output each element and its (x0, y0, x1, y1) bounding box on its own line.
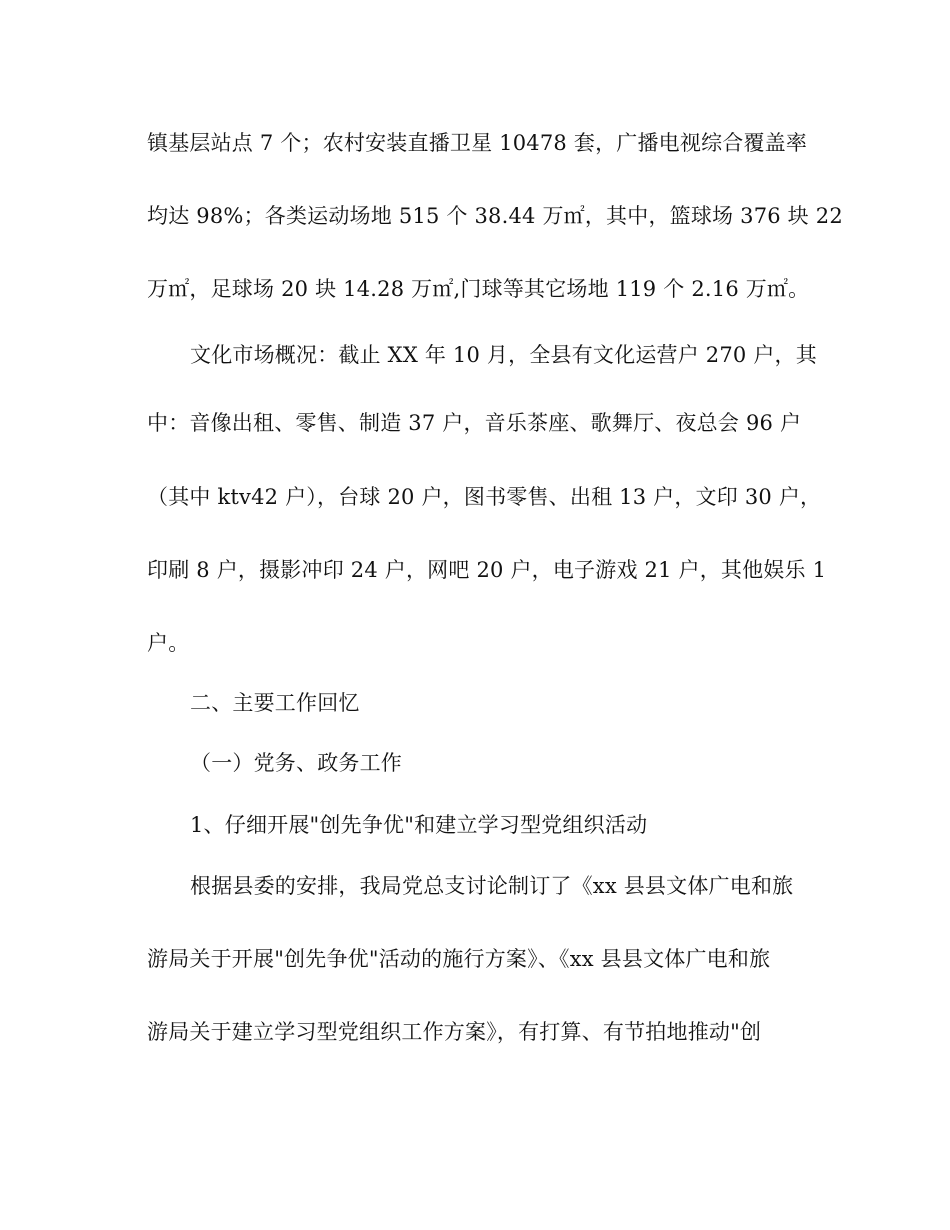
paragraph-line: （其中 ktv42 户），台球 20 户，图书零售、出租 13 户，文印 30 户， (147, 485, 822, 509)
section-heading: 二、主要工作回忆 (190, 691, 360, 715)
subsection-heading: （一）党务、政务工作 (190, 751, 402, 775)
paragraph-line: 游局关于开展"创先争优"活动的施行方案》、《xx 县县文体广电和旅 (147, 947, 771, 971)
paragraph-line: 户。 (147, 631, 190, 655)
paragraph-line: 均达 98%；各类运动场地 515 个 38.44 万㎡，其中，篮球场 376 块 22 (147, 204, 843, 228)
paragraph-line: 印刷 8 户，摄影冲印 24 户，网吧 20 户，电子游戏 21 户，其他娱乐 1 (147, 558, 827, 582)
paragraph-line: 镇基层站点 7 个；农村安装直播卫星 10478 套，广播电视综合覆盖率 (147, 131, 808, 155)
paragraph-line: 万㎡，足球场 20 块 14.28 万㎡,门球等其它场地 119 个 2.16 万㎡。 (147, 277, 810, 301)
paragraph-line: 游局关于建立学习型党组织工作方案》，有打算、有节拍地推动"创 (147, 1020, 762, 1044)
paragraph-line: 根据县委的安排，我局党总支讨论制订了《xx 县县文体广电和旅 (190, 874, 794, 898)
paragraph-line: 中：音像出租、零售、制造 37 户，音乐茶座、歌舞厅、夜总会 96 户 (147, 411, 802, 435)
paragraph-line: 文化市场概况：截止 XX 年 10 月，全县有文化运营户 270 户，其 (190, 343, 817, 367)
item-heading: 1、仔细开展"创先争优"和建立学习型党组织活动 (190, 813, 648, 837)
